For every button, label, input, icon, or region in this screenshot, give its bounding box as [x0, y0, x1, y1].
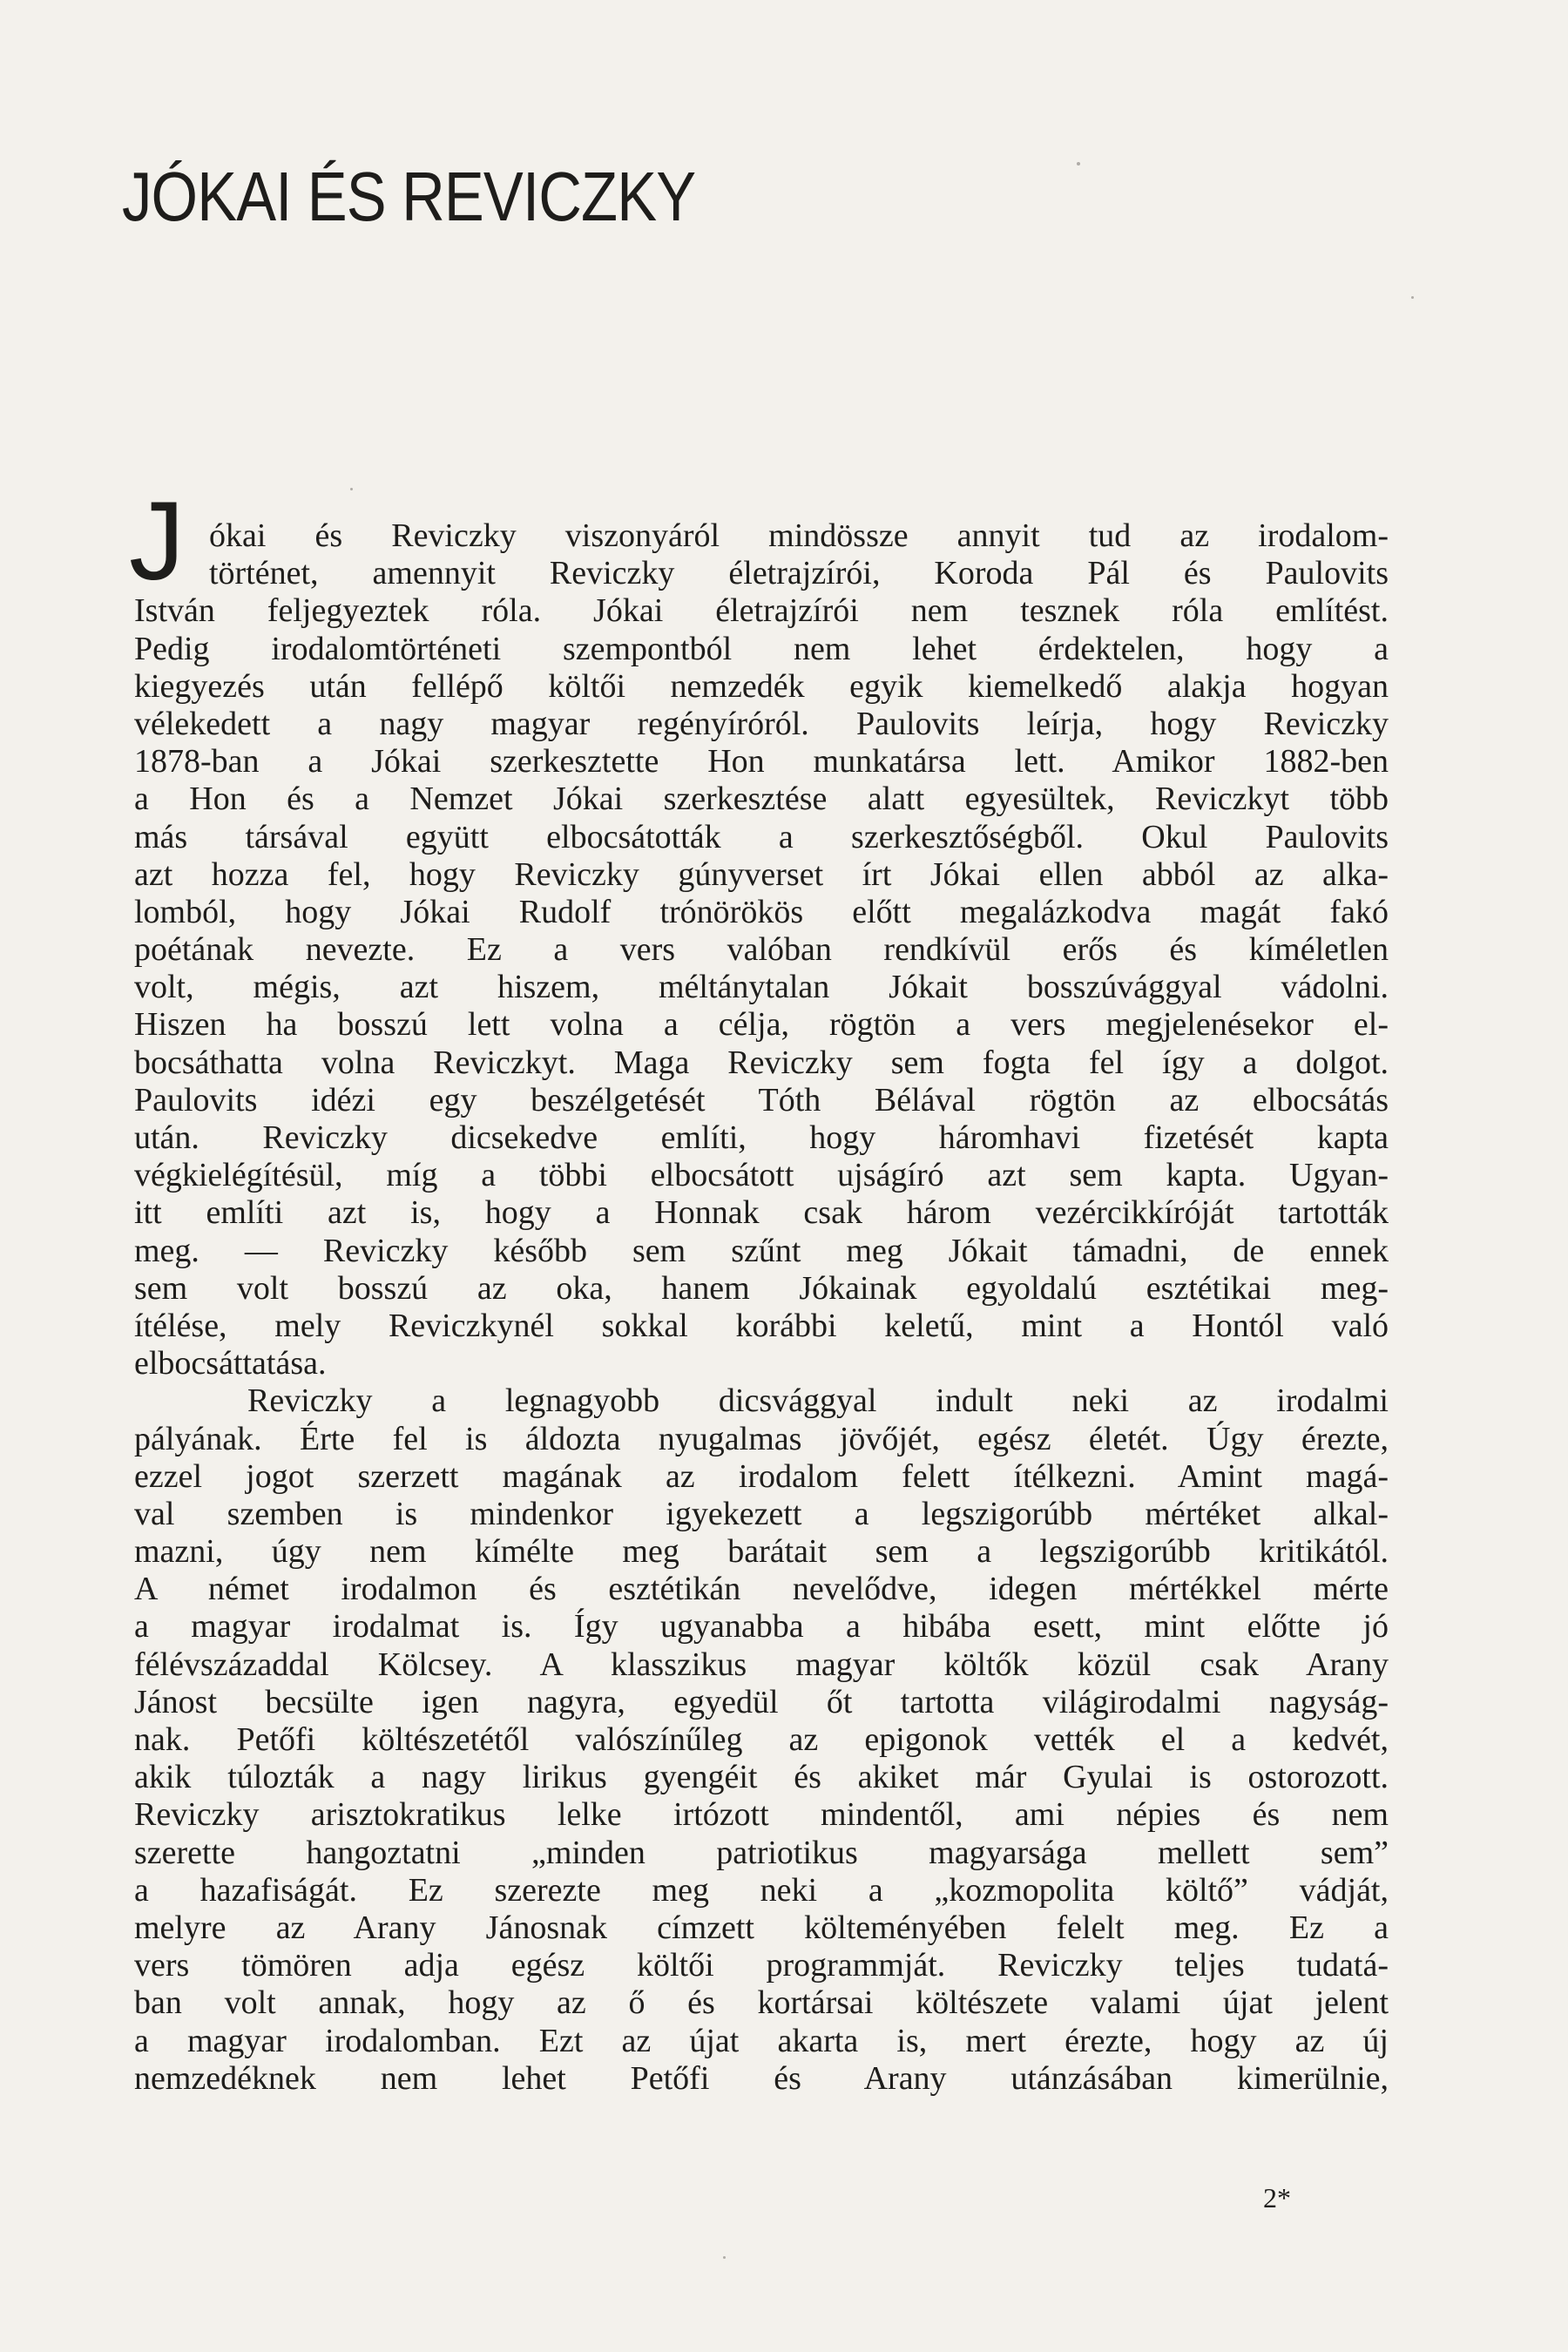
- text-line: 1878-ban a Jókai szerkesztette Hon munkatársa lett. Amikor 1882-ben: [134, 743, 1389, 781]
- text-line: mazni, úgy nem kímélte meg barátait sem a legszigorúbb kritikától.: [134, 1533, 1389, 1571]
- text-line: Reviczky arisztokratikus lelke irtózott mindentől, ami népies és nem: [134, 1796, 1389, 1834]
- text-line: történet, amennyit Reviczky életrajzírói, Koroda Pál és Paulovits: [209, 555, 1389, 592]
- text-line: meg. — Reviczky később sem szűnt meg Jókait támadni, de ennek: [134, 1232, 1389, 1269]
- text-line: Jánost becsülte igen nagyra, egyedül őt tartotta világirodalmi nagyság-: [134, 1683, 1389, 1720]
- article-body: [129, 479, 1389, 2098]
- text-line: melyre az Arany Jánosnak címzett költeményében felelt meg. Ez a: [134, 1909, 1389, 1946]
- text-line: Paulovits idézi egy beszélgetését Tóth Bélával rögtön az elbocsátás: [134, 1081, 1389, 1119]
- text-line: poétának nevezte. Ez a vers valóban rendkívül erős és kíméletlen: [134, 931, 1389, 969]
- text-line: más társával együtt elbocsátották a szerkesztőségből. Okul Paulovits: [134, 818, 1389, 855]
- text-line: pályának. Érte fel is áldozta nyugalmas jövőjét, egész életét. Úgy érezte,: [134, 1420, 1389, 1457]
- text-line: itt említi azt is, hogy a Honnak csak három vezércikkíróját tartották: [134, 1194, 1389, 1232]
- text-line: nemzedéknek nem lehet Petőfi és Arany utánzásában kimerülnie,: [134, 2059, 1389, 2097]
- text-line: A német irodalmon és esztétikán nevelődve, idegen mértékkel mérte: [134, 1571, 1389, 1608]
- text-line: a magyar irodalmat is. Így ugyanabba a hibába esett, mint előtte jó: [134, 1608, 1389, 1646]
- text-line: Reviczky a legnagyobb dicsvággyal indult neki az irodalmi: [247, 1382, 1389, 1420]
- text-line: ítélése, mely Reviczkynél sokkal korábbi keletű, mint a Hontól való: [134, 1307, 1389, 1344]
- scan-speck: [1077, 162, 1080, 166]
- text-line: bocsáthatta volna Reviczkyt. Maga Reviczky sem fogta fel így a dolgot.: [134, 1044, 1389, 1081]
- scan-speck: [1411, 296, 1414, 299]
- text-line: elbocsáttatása.: [134, 1345, 327, 1382]
- text-line: ezzel jogot szerzett magának az irodalom felett ítélkezni. Amint magá-: [134, 1457, 1389, 1495]
- text-line: István feljegyeztek róla. Jókai életrajzírói nem tesznek róla említést.: [134, 592, 1389, 630]
- text-line: Hiszen ha bosszú lett volna a célja, rögtön a vers megjelenésekor el-: [134, 1006, 1389, 1044]
- text-line: Pedig irodalomtörténeti szempontból nem lehet érdektelen, hogy a: [134, 630, 1389, 667]
- text-line: félévszázaddal Kölcsey. A klasszikus magyar költők közül csak Arany: [134, 1646, 1389, 1683]
- text-line: a Hon és a Nemzet Jókai szerkesztése alatt egyesültek, Reviczkyt több: [134, 781, 1389, 818]
- text-line: akik túlozták a nagy lirikus gyengéit és akiket már Gyulai is ostorozott.: [134, 1759, 1389, 1796]
- text-line: a magyar irodalomban. Ezt az újat akarta is, mert érezte, hogy az új: [134, 2022, 1389, 2059]
- text-line: kiegyezés után fellépő költői nemzedék egyik kiemelkedő alakja hogyan: [134, 667, 1389, 705]
- text-line: nak. Petőfi költészetétől valószínűleg az epigonok vették el a kedvét,: [134, 1721, 1389, 1758]
- text-line: volt, mégis, azt hiszem, méltánytalan Jókait bosszúvággyal vádolni.: [134, 969, 1389, 1006]
- scan-speck: [350, 488, 353, 490]
- text-line: vers tömören adja egész költői programmját. Reviczky teljes tudatá-: [134, 1947, 1389, 1984]
- text-line: lomból, hogy Jókai Rudolf trónörökös előtt megalázkodva magát fakó: [134, 893, 1389, 930]
- text-line: végkielégítésül, míg a többi elbocsátott ujságíró azt sem kapta. Ugyan-: [134, 1157, 1389, 1194]
- text-line: azt hozza fel, hogy Reviczky gúnyverset írt Jókai ellen abból az alka-: [134, 855, 1389, 893]
- text-line: vélekedett a nagy magyar regényíróról. Paulovits leírja, hogy Reviczky: [134, 705, 1389, 742]
- scan-speck: [723, 2256, 726, 2259]
- drop-cap: J: [129, 479, 185, 604]
- page-number: 2*: [1263, 2182, 1291, 2213]
- text-line: ban volt annak, hogy az ő és kortársai költészete valami újat jelent: [134, 1984, 1389, 2022]
- line-text: ókai és Reviczky viszonyáról mindössze annyit tud az irodalom-: [209, 517, 1389, 554]
- text-line: sem volt bosszú az oka, hanem Jókainak egyoldalú esztétikai meg-: [134, 1269, 1389, 1307]
- text-line: után. Reviczky dicsekedve említi, hogy háromhavi fizetését kapta: [134, 1119, 1389, 1156]
- text-line: szerette hangoztatni „minden patriotikus magyarsága mellett sem”: [134, 1834, 1389, 1871]
- text-line: val szemben is mindenkor igyekezett a legszigorúbb mértéket alkal-: [134, 1495, 1389, 1532]
- article-title: JÓKAI ÉS REVICZKY: [122, 158, 696, 235]
- text-line: a hazafiságát. Ez szerezte meg neki a „kozmopolita költő” vádját,: [134, 1871, 1389, 1909]
